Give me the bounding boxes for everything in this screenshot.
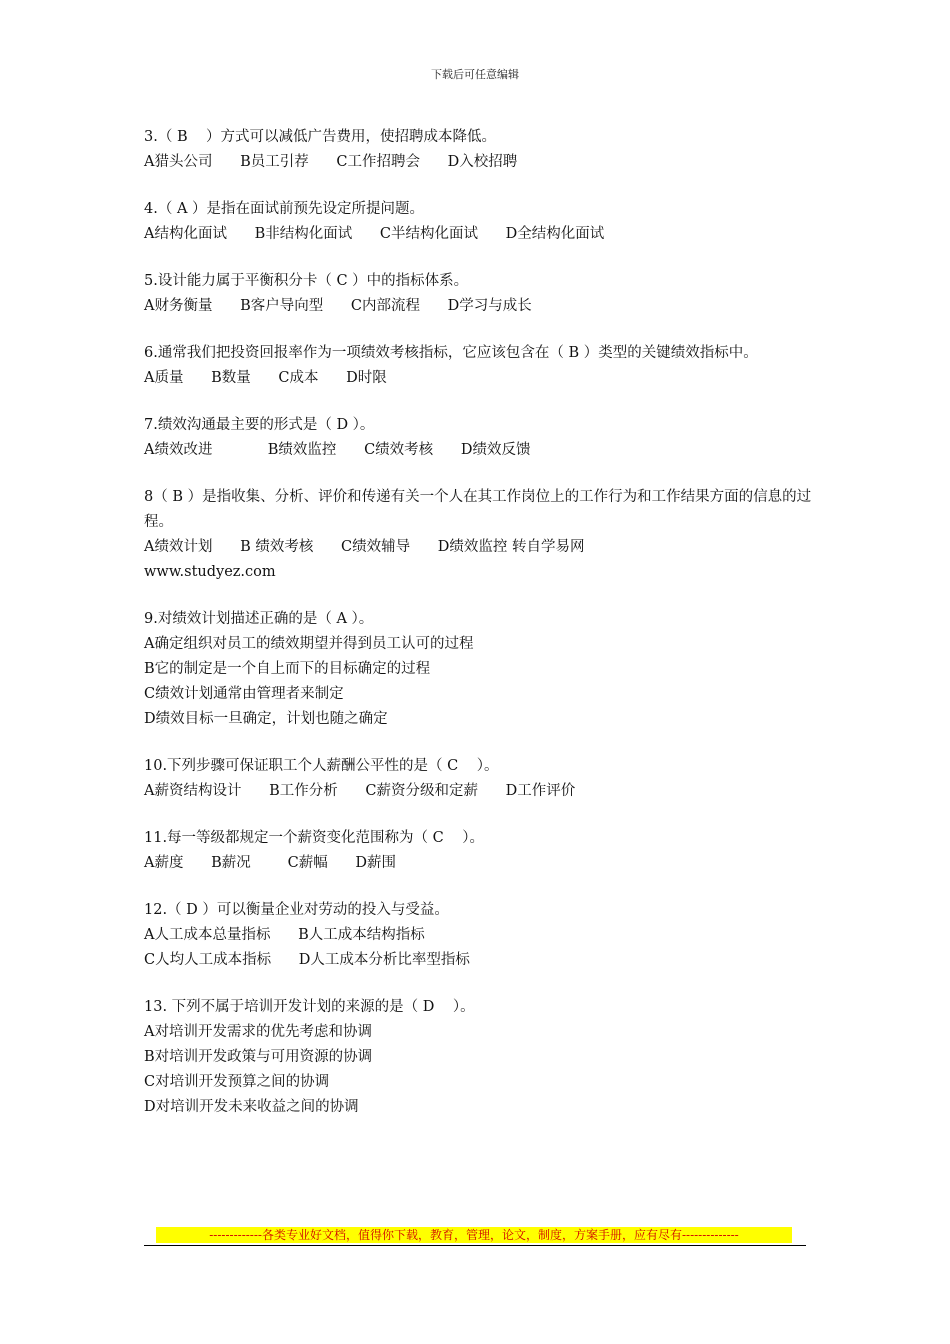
- question-12-stem: 12.（ D ）可以衡量企业对劳动的投入与受益。: [144, 902, 449, 918]
- question-11: [144, 826, 824, 876]
- question-4: [144, 197, 824, 247]
- question-9: [144, 607, 824, 732]
- question-10: [144, 754, 824, 804]
- question-5: [144, 269, 824, 319]
- footer-divider: [144, 1245, 806, 1246]
- question-12-options-ab: A人工成本总量指标 B人工成本结构指标: [144, 927, 425, 943]
- question-12-options-cd: C人均人工成本指标 D人工成本分析比率型指标: [144, 952, 470, 968]
- question-3-options: A猎头公司 B员工引荐 C工作招聘会 D入校招聘: [144, 154, 518, 170]
- question-7: [144, 413, 824, 463]
- question-10-options: A薪资结构设计 B工作分析 C薪资分级和定薪 D工作评价: [144, 783, 576, 799]
- question-11-stem: 11.每一等级都规定一个薪资变化范围称为（ C ）。: [144, 830, 484, 846]
- question-10-stem: 10.下列步骤可保证职工个人薪酬公平性的是（ C ）。: [144, 758, 499, 774]
- question-8: [144, 485, 824, 585]
- question-9-option-b: B它的制定是一个自上而下的目标确定的过程: [144, 661, 431, 677]
- question-4-stem: 4.（ A ）是指在面试前预先设定所提问题。: [144, 201, 425, 217]
- question-3-stem: 3.（ B ）方式可以减低广告费用，使招聘成本降低。: [144, 129, 497, 145]
- page-header: 下载后可任意编辑: [431, 68, 519, 81]
- question-9-stem: 9.对绩效计划描述正确的是（ A ）。: [144, 611, 374, 627]
- question-8-url: www.studyez.com: [144, 564, 276, 580]
- question-9-option-d: D绩效目标一旦确定，计划也随之确定: [144, 711, 388, 727]
- question-8-options: A绩效计划 B 绩效考核 C绩效辅导 D绩效监控 转自学易网: [144, 539, 585, 555]
- question-13-stem: 13. 下列不属于培训开发计划的来源的是（ D ）。: [144, 999, 475, 1015]
- question-13-option-b: B对培训开发政策与可用资源的协调: [144, 1049, 373, 1065]
- question-6: [144, 341, 824, 391]
- question-7-options: A绩效改进 B绩效监控 C绩效考核 D绩效反馈: [144, 442, 531, 458]
- question-13-option-a: A对培训开发需求的优先考虑和协调: [144, 1024, 372, 1040]
- question-6-options: A质量 B数量 C成本 D时限: [144, 370, 387, 386]
- question-12: [144, 898, 824, 973]
- question-7-stem: 7.绩效沟通最主要的形式是（ D ）。: [144, 417, 375, 433]
- question-11-options: A薪度 B薪况 C薪幅 D薪围: [144, 855, 397, 871]
- question-3: [144, 125, 824, 175]
- question-5-stem: 5.设计能力属于平衡积分卡（ C ）中的指标体系。: [144, 273, 469, 289]
- question-13-option-c: C对培训开发预算之间的协调: [144, 1074, 330, 1090]
- question-4-options: A结构化面试 B非结构化面试 C半结构化面试 D全结构化面试: [144, 226, 605, 242]
- footer-banner: -------------各类专业好文档，值得你下载，教育，管理，论文，制度，方案手册，应有尽有--------------: [156, 1227, 792, 1243]
- question-5-options: A财务衡量 B客户导向型 C内部流程 D学习与成长: [144, 298, 532, 314]
- question-8-stem: 8（ B ）是指收集、分析、评价和传递有关一个人在其工作岗位上的工作行为和工作结果方面的信息的过程。: [144, 489, 812, 530]
- question-13: [144, 995, 824, 1120]
- question-9-option-a: A确定组织对员工的绩效期望并得到员工认可的过程: [144, 636, 474, 652]
- question-13-option-d: D对培训开发未来收益之间的协调: [144, 1099, 359, 1115]
- question-list: [144, 125, 824, 1142]
- question-9-option-c: C绩效计划通常由管理者来制定: [144, 686, 344, 702]
- question-6-stem: 6.通常我们把投资回报率作为一项绩效考核指标，它应该包含在（ B ）类型的关键绩效指标中。: [144, 345, 758, 361]
